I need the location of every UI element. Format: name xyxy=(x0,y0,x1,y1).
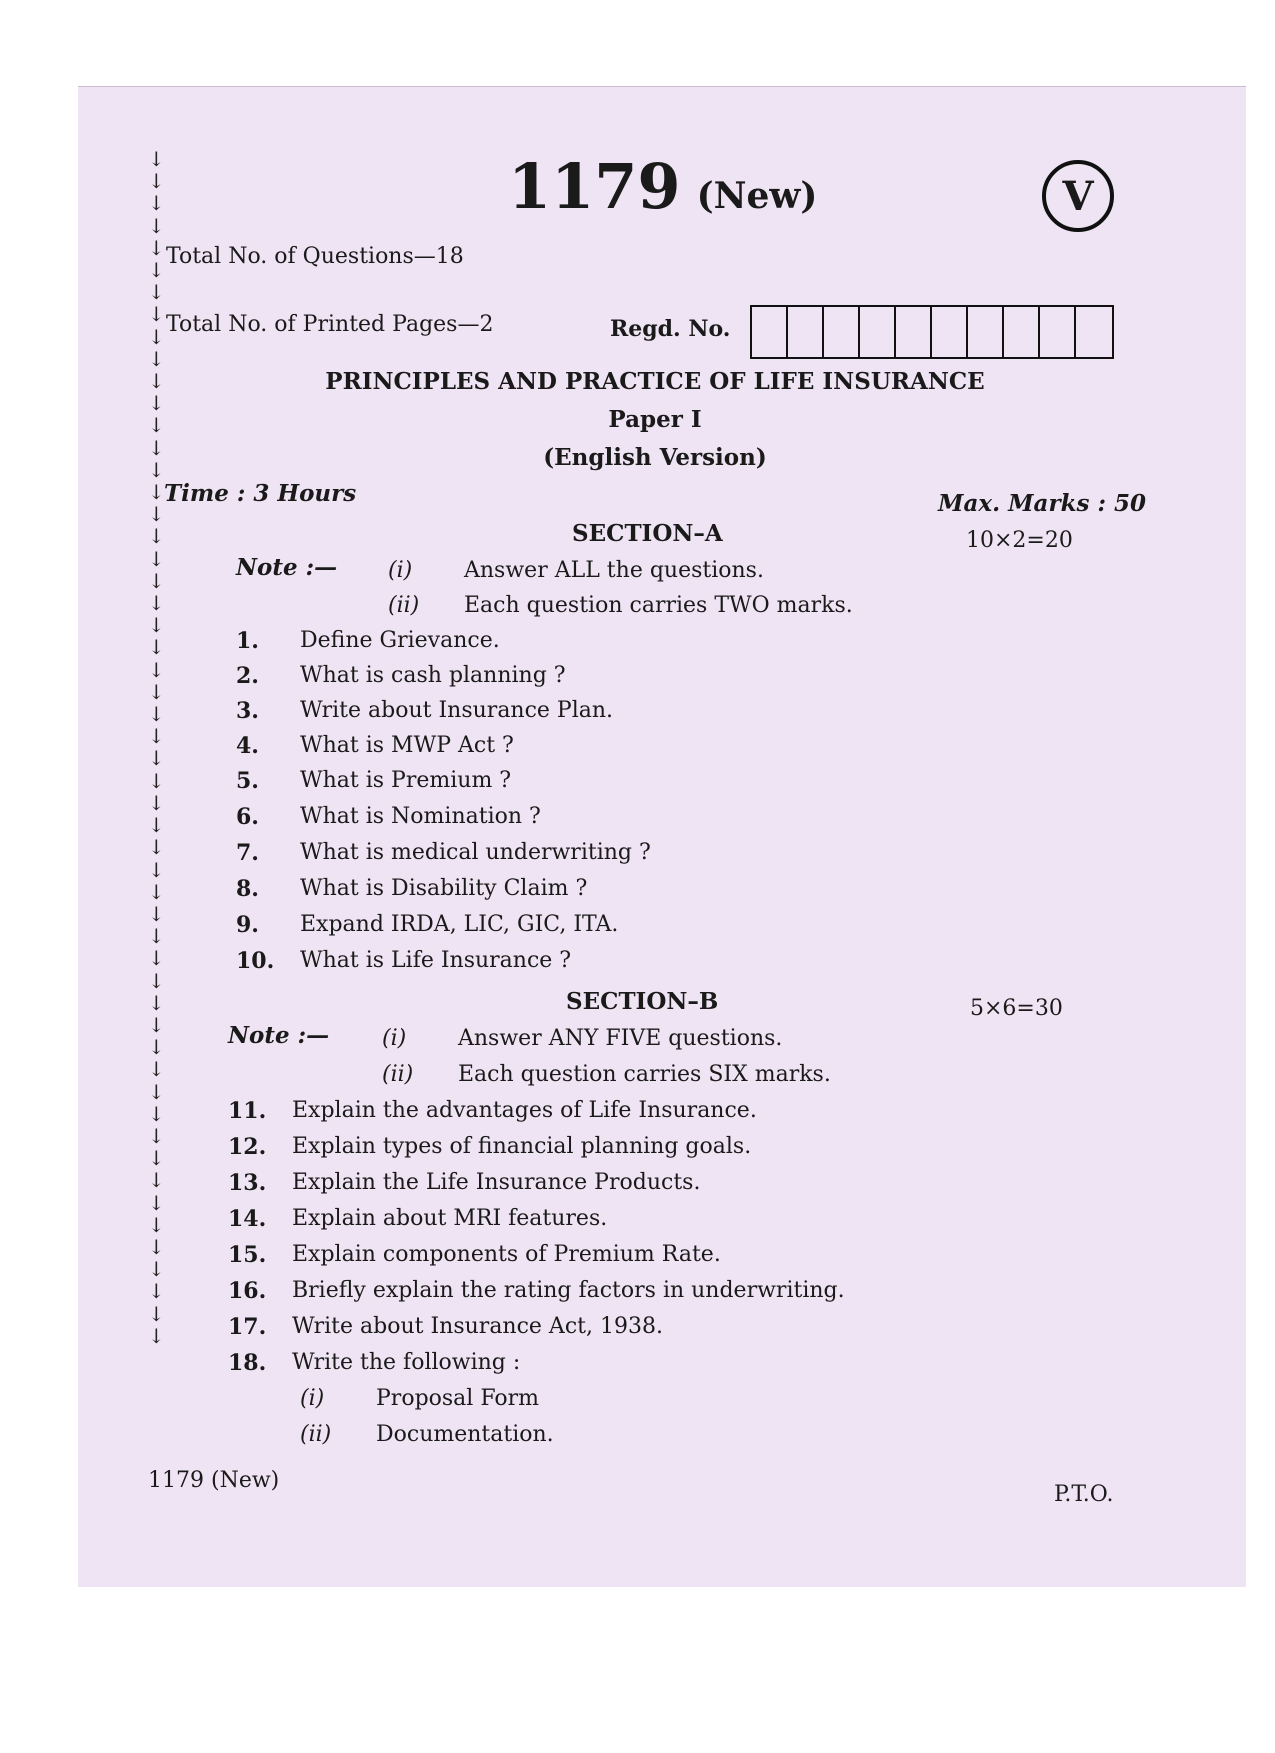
question-number: 8. xyxy=(236,876,259,902)
question-text: Explain about MRI features. xyxy=(292,1206,608,1231)
question-2 xyxy=(236,663,566,689)
section-b-note-label: Note :— xyxy=(228,1022,330,1049)
question-6 xyxy=(236,804,541,830)
regd-box[interactable] xyxy=(1004,307,1040,357)
subpart-text: Proposal Form xyxy=(376,1386,540,1411)
paper-number: Paper I xyxy=(608,406,702,433)
section-b-note-1 xyxy=(382,1026,782,1051)
question-text: Define Grievance. xyxy=(300,628,500,653)
question-11 xyxy=(228,1098,757,1124)
question-4 xyxy=(236,733,514,759)
note-text: Answer ALL the questions. xyxy=(464,558,764,583)
question-5 xyxy=(236,768,511,794)
section-a-note-label: Note :— xyxy=(236,554,338,581)
question-text: What is cash planning ? xyxy=(300,663,566,688)
note-num: (i) xyxy=(388,558,413,583)
question-15 xyxy=(228,1242,721,1268)
time-label: Time : 3 Hours xyxy=(164,480,357,507)
question-number: 3. xyxy=(236,698,259,724)
version-badge: V xyxy=(1042,160,1114,232)
paper-code-number: 1179 xyxy=(508,150,681,223)
question-17 xyxy=(228,1314,663,1340)
question-text: What is Life Insurance ? xyxy=(300,948,572,973)
section-a-note-2 xyxy=(388,593,853,618)
total-questions: Total No. of Questions—18 xyxy=(166,244,464,269)
regd-box[interactable] xyxy=(788,307,824,357)
regd-box[interactable] xyxy=(932,307,968,357)
subject-title: PRINCIPLES AND PRACTICE OF LIFE INSURANCE xyxy=(325,368,985,395)
question-9 xyxy=(236,912,618,938)
question-number: 9. xyxy=(236,912,259,938)
regd-box[interactable] xyxy=(896,307,932,357)
section-b-note-2 xyxy=(382,1062,831,1087)
question-18 xyxy=(228,1350,520,1376)
question-12 xyxy=(228,1134,751,1160)
version-label: (English Version) xyxy=(543,444,767,471)
question-number: 10. xyxy=(236,948,275,974)
note-num: (ii) xyxy=(382,1062,414,1087)
question-number: 4. xyxy=(236,733,259,759)
regd-box[interactable] xyxy=(968,307,1004,357)
footer-code: 1179 (New) xyxy=(148,1468,280,1493)
question-number: 13. xyxy=(228,1170,267,1196)
subpart-num: (i) xyxy=(300,1386,325,1411)
question-number: 14. xyxy=(228,1206,267,1232)
question-text: Explain the Life Insurance Products. xyxy=(292,1170,701,1195)
question-text: Explain the advantages of Life Insurance. xyxy=(292,1098,757,1123)
question-text: Write about Insurance Plan. xyxy=(300,698,614,723)
section-b-heading: SECTION–B xyxy=(566,988,719,1015)
footer-pto: P.T.O. xyxy=(1054,1482,1114,1507)
regd-box[interactable] xyxy=(860,307,896,357)
question-text: Expand IRDA, LIC, GIC, ITA. xyxy=(300,912,619,937)
note-num: (i) xyxy=(382,1026,407,1051)
question-number: 16. xyxy=(228,1278,267,1304)
note-num: (ii) xyxy=(388,593,420,618)
question-1 xyxy=(236,628,500,654)
regd-box[interactable] xyxy=(1040,307,1076,357)
question-text: What is Premium ? xyxy=(300,768,512,793)
question-number: 5. xyxy=(236,768,259,794)
margin-arrows: ↓ ↓ ↓ ↓ ↓ ↓ ↓ ↓ ↓ ↓ ↓ ↓ ↓ ↓ ↓ ↓ ↓ ↓ ↓ ↓ ↓ ↓ ↓ ↓ ↓ ↓ ↓ ↓ ↓ ↓ ↓ ↓ ↓ ↓ ↓ ↓ ↓ ↓ ↓ ↓ ↓ ↓ ↓ ↓ ↓ ↓ ↓ ↓ ↓ ↓ ↓ ↓ ↓ ↓ xyxy=(148,147,165,1348)
subpart-num: (ii) xyxy=(300,1422,332,1447)
question-text: What is Nomination ? xyxy=(300,804,541,829)
paper-code xyxy=(508,150,817,223)
question-text: Write about Insurance Act, 1938. xyxy=(292,1314,663,1339)
question-text: What is Disability Claim ? xyxy=(300,876,588,901)
note-text: Each question carries SIX marks. xyxy=(458,1062,831,1087)
question-number: 17. xyxy=(228,1314,267,1340)
question-number: 2. xyxy=(236,663,259,689)
section-b-marks: 5×6=30 xyxy=(970,996,1063,1021)
question-number: 12. xyxy=(228,1134,267,1160)
note-text: Answer ANY FIVE questions. xyxy=(458,1026,783,1051)
total-pages: Total No. of Printed Pages—2 xyxy=(166,312,494,337)
question-number: 1. xyxy=(236,628,259,654)
max-marks: Max. Marks : 50 xyxy=(938,490,1146,517)
note-text: Each question carries TWO marks. xyxy=(464,593,853,618)
question-7 xyxy=(236,840,651,866)
question-text: Write the following : xyxy=(292,1350,521,1375)
question-text: Explain types of financial planning goals. xyxy=(292,1134,752,1159)
question-number: 7. xyxy=(236,840,259,866)
paper-code-suffix: (New) xyxy=(696,175,818,217)
section-a-marks: 10×2=20 xyxy=(966,528,1073,553)
subpart-1 xyxy=(300,1386,539,1411)
question-text: What is MWP Act ? xyxy=(300,733,514,758)
question-text: Explain components of Premium Rate. xyxy=(292,1242,721,1267)
question-number: 18. xyxy=(228,1350,267,1376)
question-3 xyxy=(236,698,613,724)
question-16 xyxy=(228,1278,845,1304)
question-14 xyxy=(228,1206,607,1232)
question-number: 6. xyxy=(236,804,259,830)
question-number: 11. xyxy=(228,1098,267,1124)
question-text: Briefly explain the rating factors in underwriting. xyxy=(292,1278,845,1303)
question-number: 15. xyxy=(228,1242,267,1268)
regd-label: Regd. No. xyxy=(610,316,731,342)
question-8 xyxy=(236,876,587,902)
question-13 xyxy=(228,1170,700,1196)
subpart-text: Documentation. xyxy=(376,1422,554,1447)
question-text: What is medical underwriting ? xyxy=(300,840,651,865)
regd-box[interactable] xyxy=(752,307,788,357)
regd-box[interactable] xyxy=(824,307,860,357)
subpart-2 xyxy=(300,1422,554,1447)
section-a-note-1 xyxy=(388,558,764,583)
regd-number-boxes[interactable] xyxy=(750,305,1114,359)
section-a-heading: SECTION–A xyxy=(572,520,723,547)
regd-box[interactable] xyxy=(1076,307,1112,357)
question-10 xyxy=(236,948,571,974)
